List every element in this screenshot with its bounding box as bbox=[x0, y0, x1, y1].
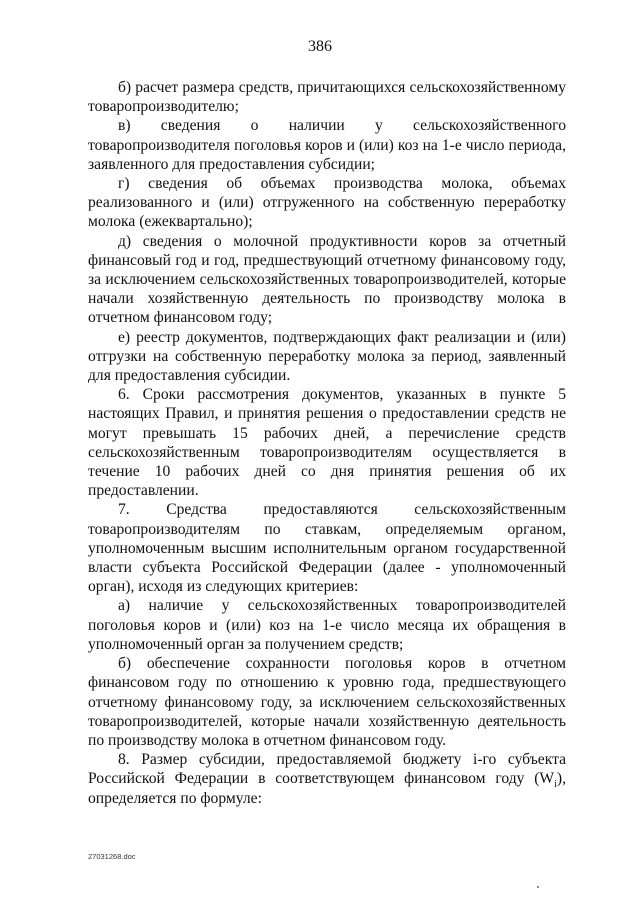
paragraph-6-terms: 6. Сроки рассмотрения документов, указанных в пункте 5 настоящих Правил, и принятия решения о предоставлении средств не могут превышать 15 рабочих дней, а перечисление средств сельскохозяйственным товаропроизводителям осуществляется в течение 10 рабочих дней со дня принятия решения об их предоставлении. bbox=[88, 386, 566, 500]
paragraph-b-criterion: б) обеспечение сохранности поголовья коров в отчетном финансовом году по отношению к уровню года, предшествующего отчетному финансовому году, за исключением сельскохозяйственных товаропроизводителей, которые начали хозяйственную деятельность по производству молока в отчетном финансовом году. bbox=[88, 655, 566, 749]
page-number: 386 bbox=[308, 38, 332, 55]
paragraph-d-productivity: д) сведения о молочной продуктивности коров за отчетный финансовый год и год, предшествующий отчетному финансовому году, за исключением сельскохозяйственных товаропроизводителей, которые начали хозяйственную деятельность по производству молока в отчетном финансовом году; bbox=[88, 232, 566, 327]
paragraph-v-livestock: в) сведения о наличии у сельскохозяйственного товаропроизводителя поголовья коров и (или) коз на 1-е число периода, заявленного для предоставления субсидии; bbox=[88, 117, 566, 173]
paragraph-b-calculation: б) расчет размера средств, причитающихся сельскохозяйственному товаропроизводителю; bbox=[88, 79, 566, 116]
paragraph-e-registry: е) реестр документов, подтверждающих факт реализации и (или) отгрузки на собственную переработку молока за период, заявленный для предоставления субсидии. bbox=[88, 328, 566, 385]
document-body bbox=[88, 78, 566, 808]
subscript-i: i bbox=[554, 779, 557, 791]
paragraph-8-text-end: ), определяется по формуле: bbox=[88, 770, 566, 807]
paragraph-a-criterion: а) наличие у сельскохозяйственных товаропроизводителей поголовья коров и (или) коз на 1-е число месяца их обращения в уполномоченный орган за получением средств; bbox=[88, 597, 566, 653]
scan-speck bbox=[537, 886, 539, 888]
paragraph-8-text-start: 8. Размер субсидии, предоставляемой бюджету i-го субъекта Российской Федерации в соответствующем финансовом году (W bbox=[88, 751, 566, 788]
paragraph-8-subsidy bbox=[88, 750, 566, 808]
paragraph-g-milk-volumes: г) сведения об объемах производства молока, объемах реализованного и (или) отгруженного на собственную переработку молока (ежеквартально); bbox=[88, 175, 566, 231]
footer-filename: 27031268.doc bbox=[88, 852, 136, 861]
paragraph-7-funds: 7. Средства предоставляются сельскохозяйственным товаропроизводителям по ставкам, определяемым органом, уполномоченным высшим исполнительным органом государственной власти субъекта Российской Федерации (далее - уполномоченный орган), исходя из следующих критериев: bbox=[88, 501, 566, 596]
